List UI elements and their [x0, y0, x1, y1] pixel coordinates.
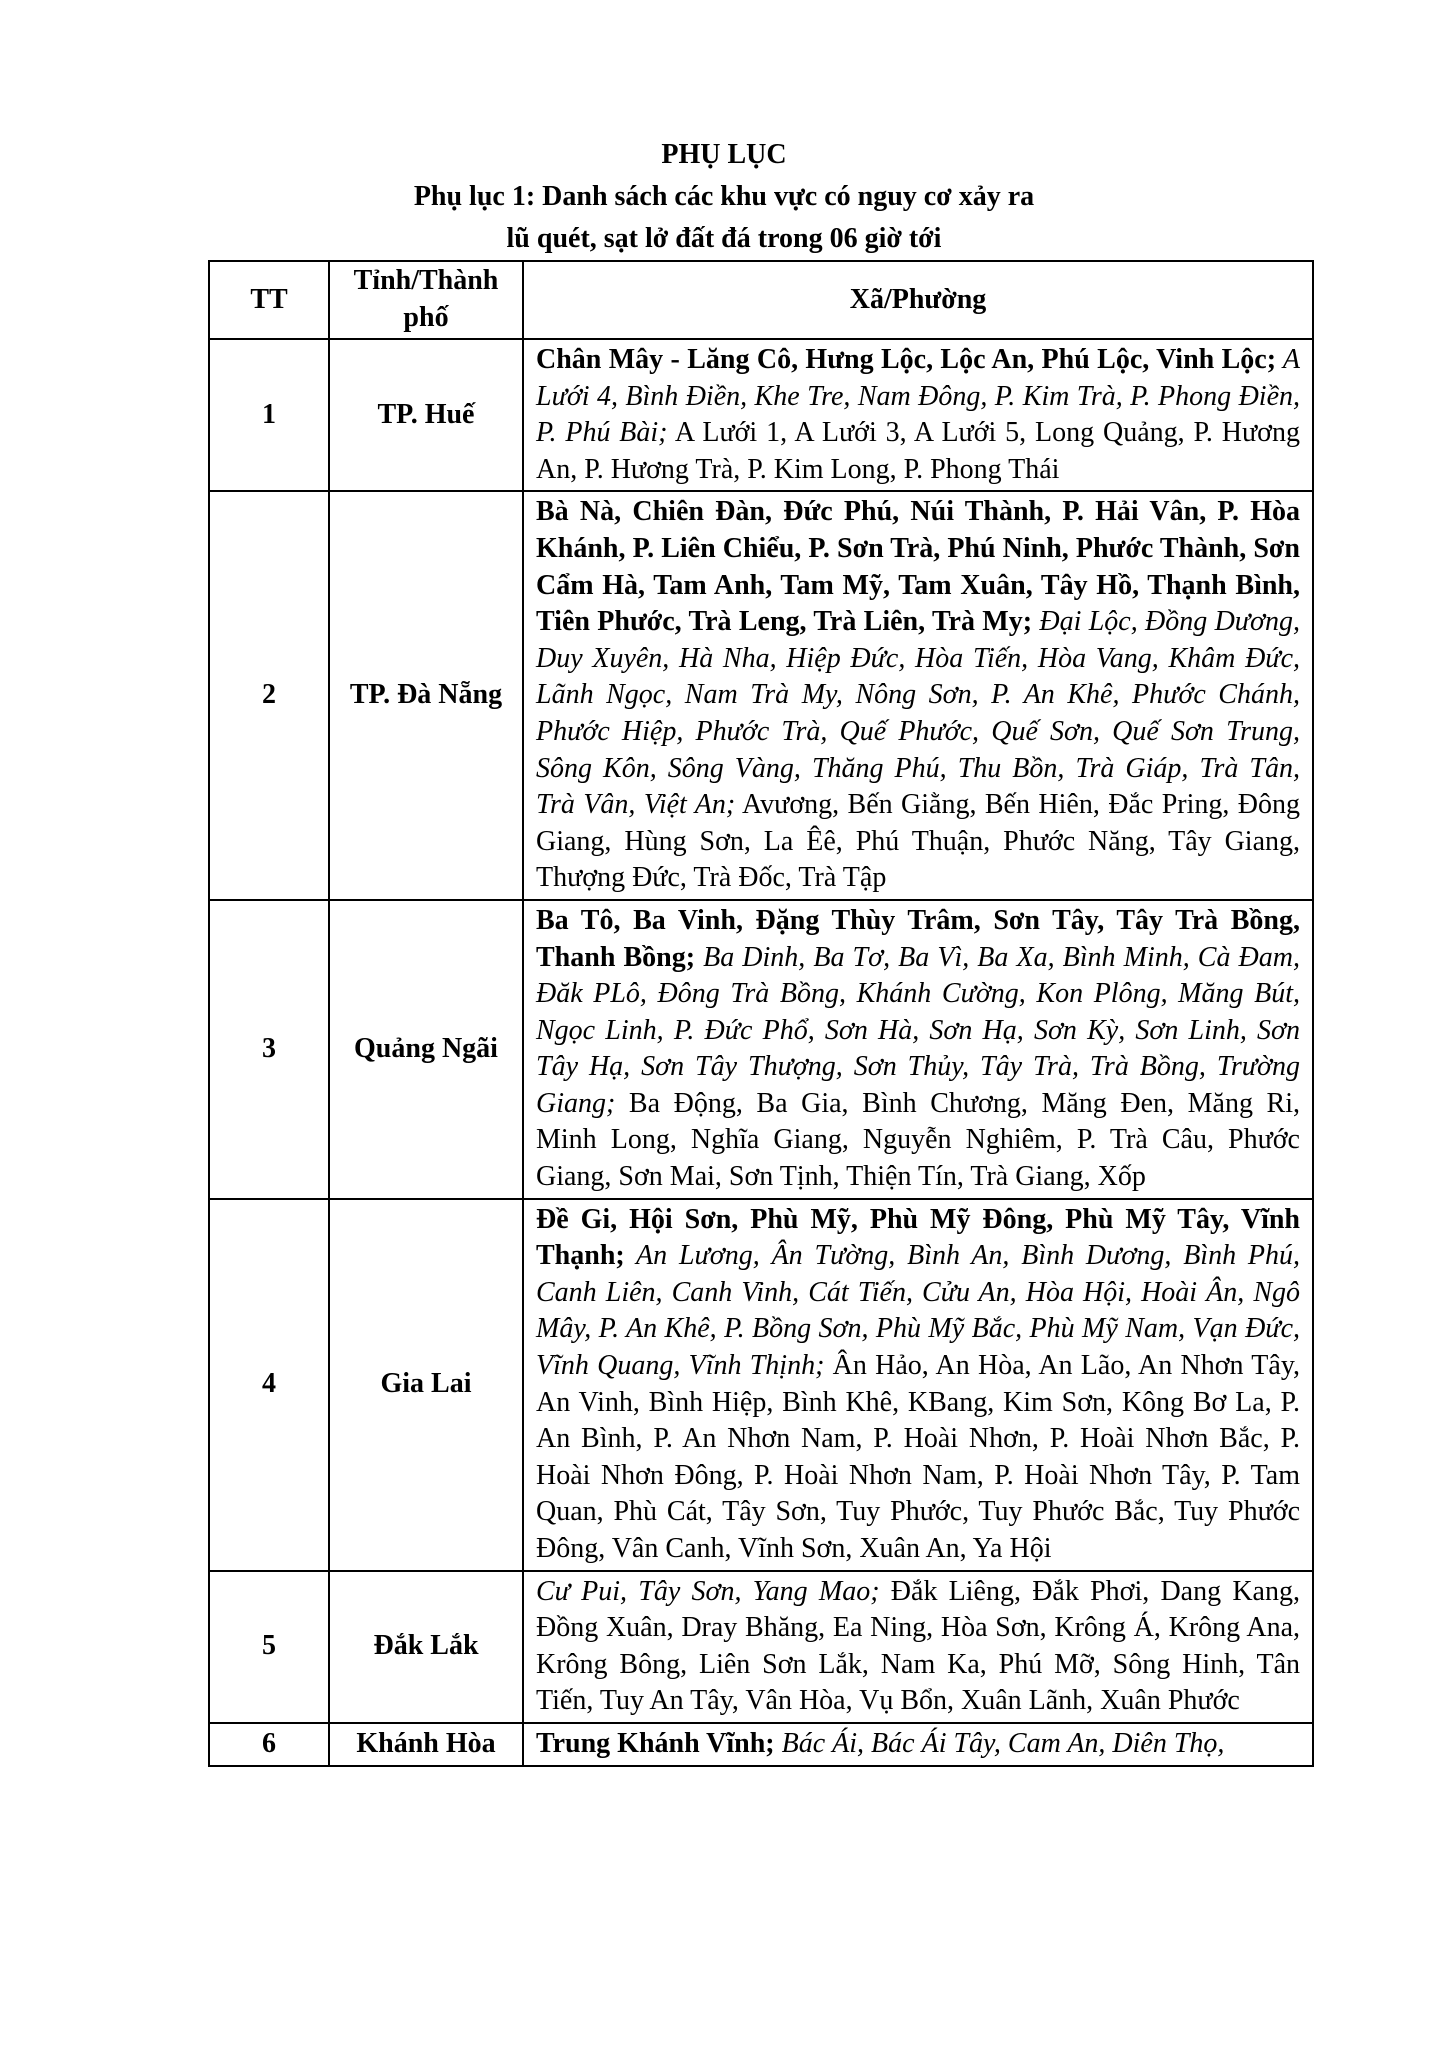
header-commune: Xã/Phường — [523, 261, 1313, 339]
row-province: Gia Lai — [329, 1199, 523, 1571]
header-tt: TT — [209, 261, 329, 339]
communes-normal: Đắk Liêng, Đắk Phơi, Dang Kang, Đồng Xuân, Dray Bhăng, Ea Ning, Hòa Sơn, Krông Á, Krông Ana, Krông Bông, Liên Sơn Lắk, Nam Ka, Phú Mỡ, Sông Hinh, Tân Tiến, Tuy An Tây, Vân Hòa, Vụ Bổn, Xuân Lãnh, Xuân Phước — [536, 1575, 1300, 1717]
row-communes — [523, 1199, 1313, 1571]
communes-italic: Ba Dinh, Ba Tơ, Ba Vì, Ba Xa, Bình Minh, Cà Đam, Đăk PLô, Đông Trà Bồng, Khánh Cường, Kon Plông, Măng Bút, Ngọc Linh, P. Đức Phổ, Sơn Hà, Sơn Hạ, Sơn Kỳ, Sơn Linh, Sơn Tây Hạ, Sơn Tây Thượng, Sơn Thủy, Tây Trà, Trà Bồng, Trường Giang; — [536, 941, 1300, 1119]
communes-normal: A Lưới 1, A Lưới 3, A Lưới 5, Long Quảng, P. Hương An, P. Hương Trà, P. Kim Long, P. Phong Thái — [536, 417, 1300, 485]
communes-bold: Đề Gi, Hội Sơn, Phù Mỹ, Phù Mỹ Đông, Phù Mỹ Tây, Vĩnh Thạnh; — [536, 1203, 1300, 1272]
row-communes — [523, 491, 1313, 900]
communes-italic: Đại Lộc, Đồng Dương, Duy Xuyên, Hà Nha, Hiệp Đức, Hòa Tiến, Hòa Vang, Khâm Đức, Lãnh Ngọc, Nam Trà My, Nông Sơn, P. An Khê, Phước Chánh, Phước Hiệp, Phước Trà, Quế Phước, Quế Sơn, Quế Sơn Trung, Sông Kôn, Sông Vàng, Thăng Phú, Thu Bồn, Trà Giáp, Trà Tân, Trà Vân, Việt An; — [536, 606, 1301, 821]
communes-bold: Ba Tô, Ba Vinh, Đặng Thùy Trâm, Sơn Tây, Tây Trà Bồng, Thanh Bồng; — [536, 904, 1300, 973]
row-province: TP. Đà Nẵng — [329, 491, 523, 900]
row-tt: 4 — [209, 1199, 329, 1571]
row-communes — [523, 1571, 1313, 1723]
communes-italic: A Lưới 4, Bình Điền, Khe Tre, Nam Đông, P. Kim Trà, P. Phong Điền, P. Phú Bài; — [536, 344, 1300, 449]
row-tt: 5 — [209, 1571, 329, 1723]
row-communes — [523, 1723, 1313, 1766]
communes-normal: Avương, Bến Giằng, Bến Hiên, Đắc Pring, Đông Giang, Hùng Sơn, La Êê, Phú Thuận, Phước Năng, Tây Giang, Thượng Đức, Trà Đốc, Trà Tập — [536, 789, 1300, 894]
row-province: TP. Huế — [329, 339, 523, 491]
table-header-row — [209, 261, 1313, 339]
row-communes — [523, 900, 1313, 1199]
table-row — [209, 491, 1313, 900]
row-tt: 1 — [209, 339, 329, 491]
row-tt: 6 — [209, 1723, 329, 1766]
table-row — [209, 1723, 1313, 1766]
row-province: Khánh Hòa — [329, 1723, 523, 1766]
row-tt: 3 — [209, 900, 329, 1199]
row-province: Đắk Lắk — [329, 1571, 523, 1723]
communes-bold: Bà Nà, Chiên Đàn, Đức Phú, Núi Thành, P. Hải Vân, P. Hòa Khánh, P. Liên Chiểu, P. Sơn Trà, Phú Ninh, Phước Thành, Sơn Cẩm Hà, Tam Anh, Tam Mỹ, Tam Xuân, Tây Hồ, Thạnh Bình, Tiên Phước, Trà Leng, Trà Liên, Trà My; — [536, 496, 1300, 638]
communes-normal: Ba Động, Ba Gia, Bình Chương, Măng Đen, Măng Ri, Minh Long, Nghĩa Giang, Nguyễn Nghiêm, P. Trà Câu, Phước Giang, Sơn Mai, Sơn Tịnh, Thiện Tín, Trà Giang, Xốp — [536, 1087, 1300, 1193]
appendix-subheading-line2: lũ quét, sạt lở đất đá trong 06 giờ tới — [506, 223, 942, 254]
table-row — [209, 900, 1313, 1199]
row-province: Quảng Ngãi — [329, 900, 523, 1199]
communes-italic: Cư Pui, Tây Sơn, Yang Mao; — [536, 1575, 880, 1607]
header-province: Tỉnh/Thành phố — [329, 261, 523, 339]
communes-italic: An Lương, Ân Tường, Bình An, Bình Dương, Bình Phú, Canh Liên, Canh Vinh, Cát Tiến, Cửu An, Hòa Hội, Hoài Ân, Ngô Mây, P. An Khê, P. Bồng Sơn, Phù Mỹ Bắc, Phù Mỹ Nam, Vạn Đức, Vĩnh Quang, Vĩnh Thịnh; — [536, 1240, 1300, 1382]
appendix-heading: PHỤ LỤC — [661, 139, 787, 170]
table-row — [209, 1571, 1313, 1723]
appendix-subheading-line1: Phụ lục 1: Danh sách các khu vực có nguy cơ xảy ra — [413, 181, 1035, 212]
row-tt: 2 — [209, 491, 329, 900]
risk-area-table — [208, 260, 1314, 1767]
communes-italic: Bác Ái, Bác Ái Tây, Cam An, Diên Thọ, — [774, 1727, 1225, 1759]
table-row — [209, 1199, 1313, 1571]
communes-normal: Ân Hảo, An Hòa, An Lão, An Nhơn Tây, An Vinh, Bình Hiệp, Bình Khê, KBang, Kim Sơn, Kông Bơ La, P. An Bình, P. An Nhơn Nam, P. Hoài Nhơn, P. Hoài Nhơn Bắc, P. Hoài Nhơn Đông, P. Hoài Nhơn Nam, P. Hoài Nhơn Tây, P. Tam Quan, Phù Cát, Tây Sơn, Tuy Phước, Tuy Phước Bắc, Tuy Phước Đông, Vân Canh, Vĩnh Sơn, Xuân An, Ya Hội — [536, 1350, 1300, 1564]
communes-bold: Trung Khánh Vĩnh; — [536, 1727, 775, 1759]
table-row — [209, 339, 1313, 491]
row-communes — [523, 339, 1313, 491]
communes-bold: Chân Mây - Lăng Cô, Hưng Lộc, Lộc An, Phú Lộc, Vinh Lộc; — [536, 344, 1277, 375]
